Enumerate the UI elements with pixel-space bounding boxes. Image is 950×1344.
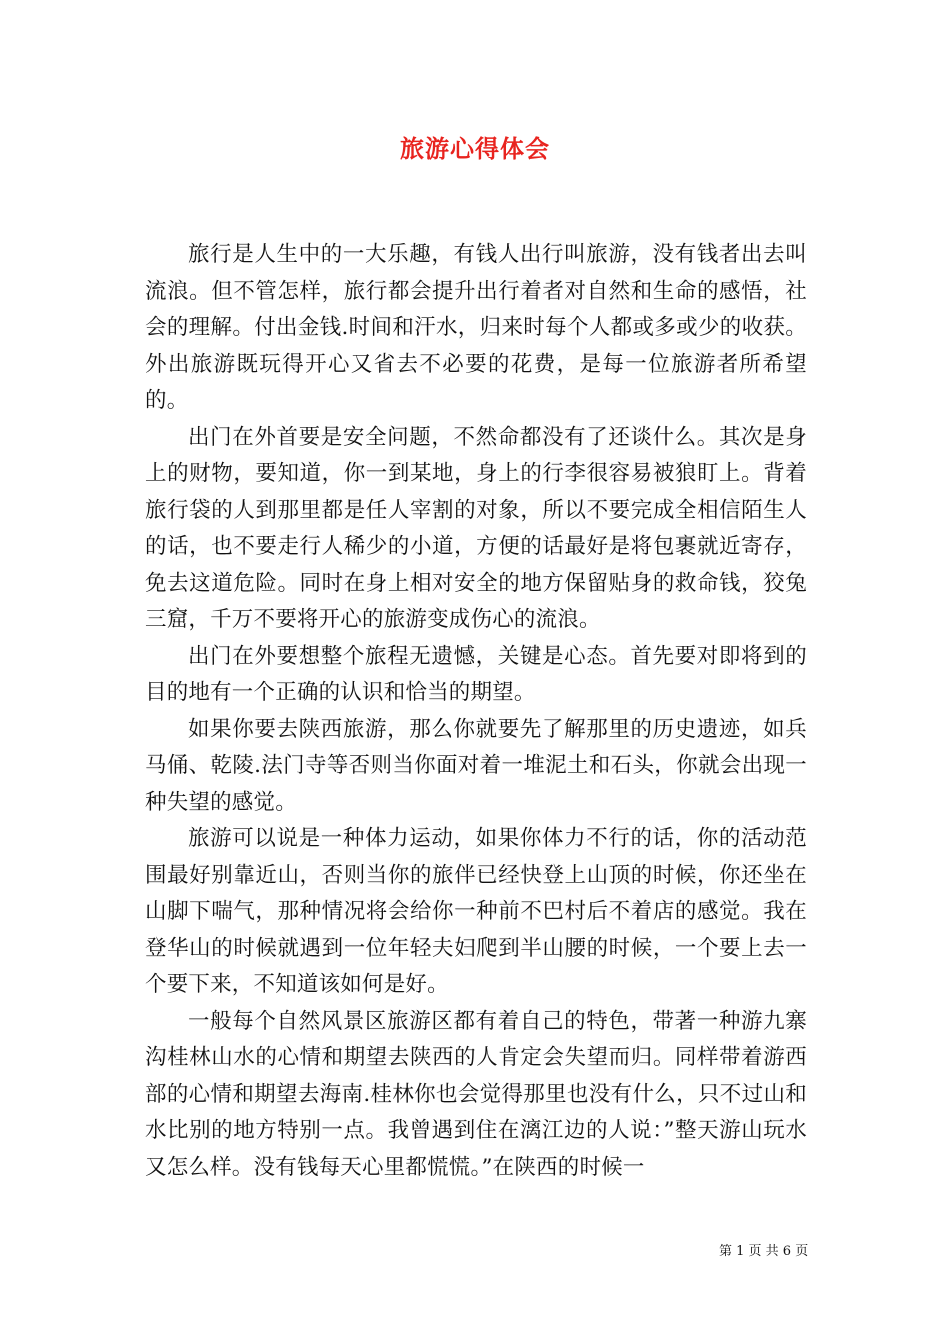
paragraph: 出门在外首要是安全问题，不然命都没有了还谈什么。其次是身上的财物，要知道，你一到某地，身上的行李很容易被狼盯上。背着旅行袋的人到那里都是任人宰割的对象，所以不要完成全相信陌生人的话，也不要走行人稀少的小道，方便的话最好是将包裹就近寄存，免去这道危险。同时在身上相对安全的地方保留贴身的救命钱，狡兔三窟，千万不要将开心的旅游变成伤心的流浪。: [145, 424, 807, 632]
paragraph: 出门在外要想整个旅程无遗憾，关键是心态。首先要对即将到的目的地有一个正确的认识和恰当的期望。: [145, 643, 807, 705]
paragraph: 如果你要去陕西旅游，那么你就要先了解那里的历史遗迹，如兵马俑、乾陵.法门寺等否则当你面对着一堆泥土和石头，你就会出现一种失望的感觉。: [145, 716, 807, 815]
paragraph: 旅行是人生中的一大乐趣，有钱人出行叫旅游，没有钱者出去叫流浪。但不管怎样，旅行都会提升出行着者对自然和生命的感悟，社会的理解。付出金钱.时间和汗水，归来时每个人都或多或少的收获。外出旅游既玩得开心又省去不必要的花费，是每一位旅游者所希望的。: [145, 242, 807, 413]
paragraph: 一般每个自然风景区旅游区都有着自己的特色，带著一种游九寨沟桂林山水的心情和期望去陕西的人肯定会失望而归。同样带着游西部的心情和期望去海南.桂林你也会觉得那里也没有什么，只不过山和水比别的地方特别一点。我曾遇到住在漓江边的人说：”整天游山玩水又怎么样。没有钱每天心里都慌慌。”在陕西的时候一: [145, 1008, 807, 1180]
page-number-footer: 第 1 页 共 6 页: [719, 1244, 809, 1259]
document-body: [145, 237, 807, 1186]
document-title: 旅游心得体会: [400, 134, 550, 163]
paragraph: 旅游可以说是一种体力运动，如果你体力不行的话，你的活动范围最好别靠近山，否则当你的旅伴已经快登上山顶的时候，你还坐在山脚下喘气，那种情况将会给你一种前不巴村后不着店的感觉。我在登华山的时候就遇到一位年轻夫妇爬到半山腰的时候，一个要上去一个要下来，不知道该如何是好。: [145, 826, 807, 997]
